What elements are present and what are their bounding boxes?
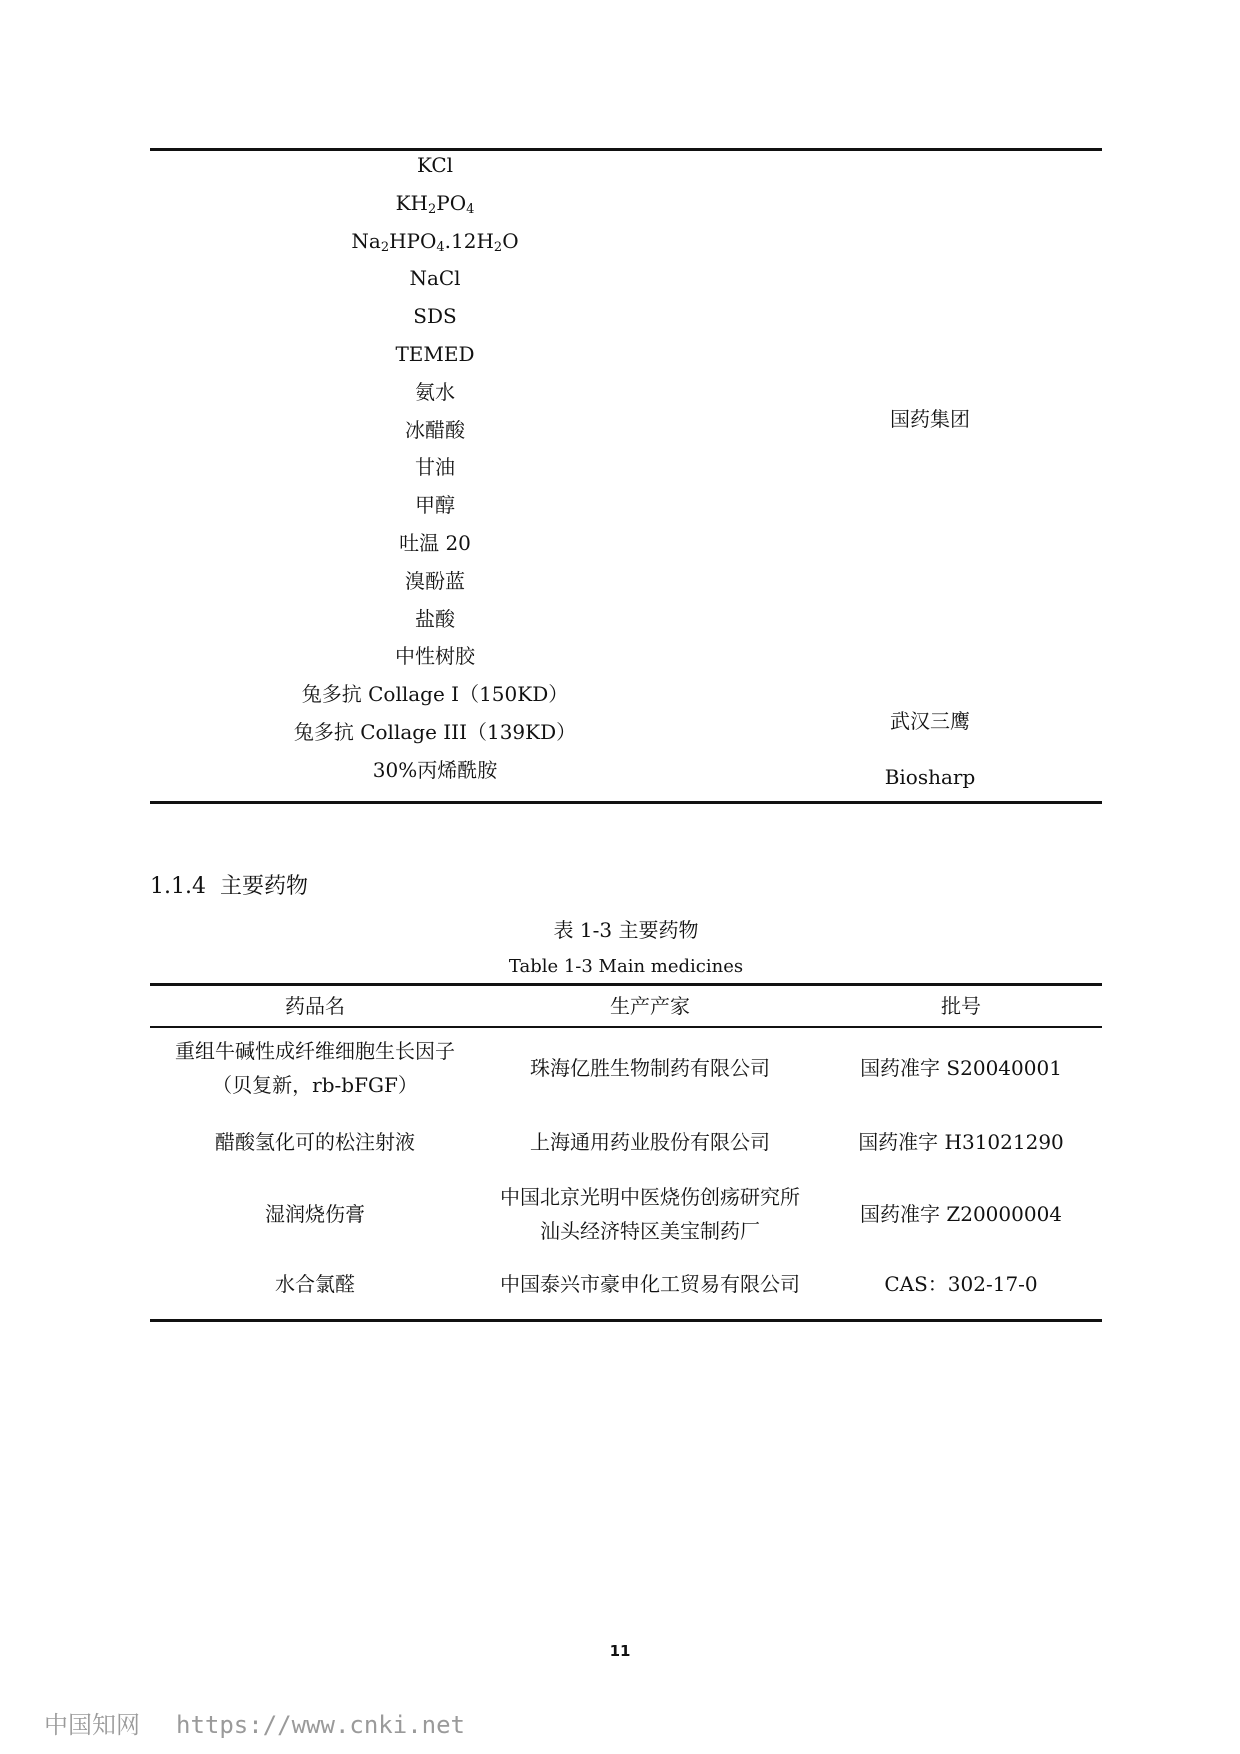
section-number: 1.1.4 [150, 874, 206, 899]
table-row-3-maker: 中国北京光明中医烧伤创疡研究所 汕头经济特区美宝制药厂 [500, 1185, 800, 1243]
chem-ammonia: 氨水 [415, 380, 455, 404]
table-caption-en: Table 1-3 Main medicines [508, 956, 744, 977]
table-row-1-name: 重组牛碱性成纤维细胞生长因子 （贝复新，rb-bFGF） [175, 1039, 455, 1097]
chem-neutral-balsam: 中性树胶 [395, 644, 475, 668]
table-row-3-batch: 国药准字 Z20000004 [859, 1202, 1063, 1226]
medicines-table [150, 983, 1102, 1322]
table-row-1-maker: 珠海亿胜生物制药有限公司 [530, 1056, 770, 1080]
table-row-4-maker: 中国泰兴市豪申化工贸易有限公司 [500, 1272, 800, 1296]
supplier-biosharp: Biosharp [884, 765, 976, 789]
chem-hcl: 盐酸 [415, 607, 455, 631]
chem-glycerol: 甘油 [415, 455, 455, 479]
supplier-sinopharm: 国药集团 [890, 407, 970, 431]
table-row-2-batch: 国药准字 H31021290 [858, 1130, 1064, 1154]
section-heading [150, 872, 308, 902]
table-row-2-maker: 上海通用药业股份有限公司 [530, 1130, 770, 1154]
cnki-watermark [44, 1705, 465, 1740]
section-title: 主要药物 [219, 874, 308, 899]
chem-acetic-acid: 冰醋酸 [405, 418, 465, 442]
chem-methanol: 甲醇 [415, 493, 455, 517]
chem-sds: SDS [413, 304, 457, 328]
table-row-2-name: 醋酸氢化可的松注射液 [215, 1130, 415, 1154]
header-batch-number: 批号 [941, 994, 981, 1018]
table-row-3-name: 湿润烧伤膏 [265, 1202, 365, 1226]
chem-kh2po4: $KH_2PO_4$ [395, 191, 475, 217]
chem-tween20: 吐温 20 [399, 531, 471, 555]
table-caption-cn: 表 1-3 主要药物 [553, 918, 699, 942]
table-row-4-batch: CAS：302-17-0 [884, 1272, 1038, 1296]
chem-temed: TEMED [395, 342, 475, 366]
table-row-4-name: 水合氯醛 [275, 1272, 355, 1296]
header-manufacturer: 生产产家 [610, 994, 690, 1018]
chem-bromophenol-blue: 溴酚蓝 [405, 569, 465, 593]
table-row-1-batch: 国药准字 S20040001 [860, 1056, 1062, 1080]
header-drug-name: 药品名 [285, 994, 345, 1018]
chem-collagen-iii-antibody: 兔多抗 Collage III（139KD） [293, 720, 577, 744]
watermark-brand: 中国知网 [44, 1711, 140, 1739]
chem-collagen-i-antibody: 兔多抗 Collage I（150KD） [301, 682, 569, 706]
page-number: 11 [609, 1642, 631, 1660]
chem-nacl: NaCl [409, 266, 461, 290]
watermark-url: https://www.cnki.net [176, 1711, 465, 1739]
chem-na2hpo4: $Na_2HPO_4.12H_2O$ [351, 229, 519, 255]
reagents-table [150, 148, 1102, 804]
chem-kcl: KCl [416, 153, 454, 177]
supplier-wuhan-sanying: 武汉三鹰 [890, 709, 970, 733]
chem-acrylamide: 30%丙烯酰胺 [372, 758, 498, 782]
